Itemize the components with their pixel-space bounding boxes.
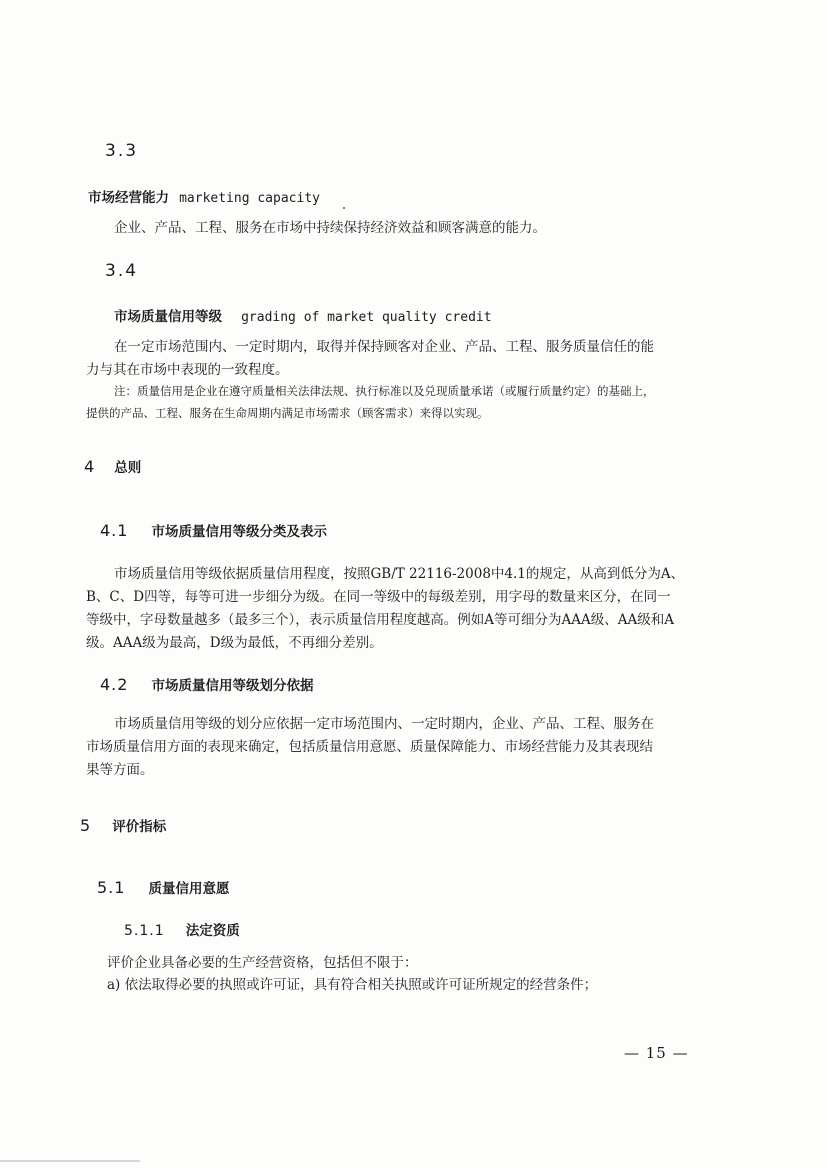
section-5-1-number: 5.1 xyxy=(97,878,126,897)
section-5-number: 5 xyxy=(80,816,92,835)
section-5-1-1-title: 法定资质 xyxy=(185,923,240,939)
para-4-1-line3: 等级中，字母数量越多（最多三个），表示质量信用程度越高。例如A等可细分为AAA级、AA级和A xyxy=(86,612,674,628)
section-4-2-heading xyxy=(100,674,314,694)
term-3-4-english: grading of market quality credit xyxy=(241,310,492,325)
section-4-heading xyxy=(84,456,141,476)
para-4-1-line2: B、C、D四等，每等可进一步细分为级。在同一等级中的每级差别，用字母的数量来区分，在同一 xyxy=(86,589,671,605)
para-4-2-line3: 果等方面。 xyxy=(86,762,154,778)
term-3-4 xyxy=(114,305,492,325)
section-4-2-number: 4.2 xyxy=(100,675,129,694)
para-4-1-line4: 级。AAA级为最高，D级为最低，不再细分差别。 xyxy=(86,635,383,651)
section-4-title: 总则 xyxy=(114,460,142,476)
section-3-3-number: 3.3 xyxy=(105,141,139,161)
para-4-2-line2: 市场质量信用方面的表现来确定，包括质量信用意愿、质量保障能力、市场经营能力及其表现结 xyxy=(86,739,653,755)
para-5-1-1-intro: 评价企业具备必要的生产经营资格，包括但不限于： xyxy=(107,955,418,971)
section-5-1-1-heading xyxy=(124,919,240,939)
section-4-number: 4 xyxy=(84,457,96,476)
section-5-title: 评价指标 xyxy=(112,819,167,835)
scan-edge-mark xyxy=(0,1160,140,1162)
note-3-4-line1: 注：质量信用是企业在遵守质量相关法律法规、执行标准以及兑现质量承诺（或履行质量约定）的基础上， xyxy=(114,384,655,398)
definition-3-3: 企业、产品、工程、服务在市场中持续保持经济效益和顾客满意的能力。 xyxy=(114,220,546,236)
definition-3-4-line1: 在一定市场范围内、一定时期内，取得并保持顾客对企业、产品、工程、服务质量信任的能 xyxy=(114,339,654,355)
page-number: — 15 — xyxy=(624,1044,689,1062)
section-5-1-1-number: 5.1.1 xyxy=(124,923,165,939)
section-5-heading xyxy=(80,815,166,835)
term-3-3-english: marketing capacity xyxy=(179,191,320,206)
term-3-3 xyxy=(88,186,320,206)
list-item-a: a) 依法取得必要的执照或许可证，具有符合相关执照或许可证所规定的经营条件； xyxy=(107,977,598,993)
scan-speck xyxy=(343,207,345,209)
term-3-3-chinese: 市场经营能力 xyxy=(88,190,169,206)
note-3-4-line2: 提供的产品、工程、服务在生命周期内满足市场需求（顾客需求）来得以实现。 xyxy=(86,406,489,420)
definition-3-4-line2: 力与其在市场中表现的一致程度。 xyxy=(86,362,289,378)
term-3-4-chinese: 市场质量信用等级 xyxy=(114,309,222,325)
section-3-4-number: 3.4 xyxy=(105,261,139,281)
section-5-1-title: 质量信用意愿 xyxy=(148,881,230,897)
section-4-1-number: 4.1 xyxy=(100,521,129,540)
para-4-1-line1: 市场质量信用等级依据质量信用程度，按照GB/T 22116-2008中4.1的规定，从高到低分为A、 xyxy=(114,566,685,582)
section-4-1-heading xyxy=(100,520,327,540)
section-4-2-title: 市场质量信用等级划分依据 xyxy=(151,678,314,694)
section-4-1-title: 市场质量信用等级分类及表示 xyxy=(151,524,328,540)
section-5-1-heading xyxy=(97,877,230,897)
para-4-2-line1: 市场质量信用等级的划分应依据一定市场范围内、一定时期内，企业、产品、工程、服务在 xyxy=(114,716,654,732)
